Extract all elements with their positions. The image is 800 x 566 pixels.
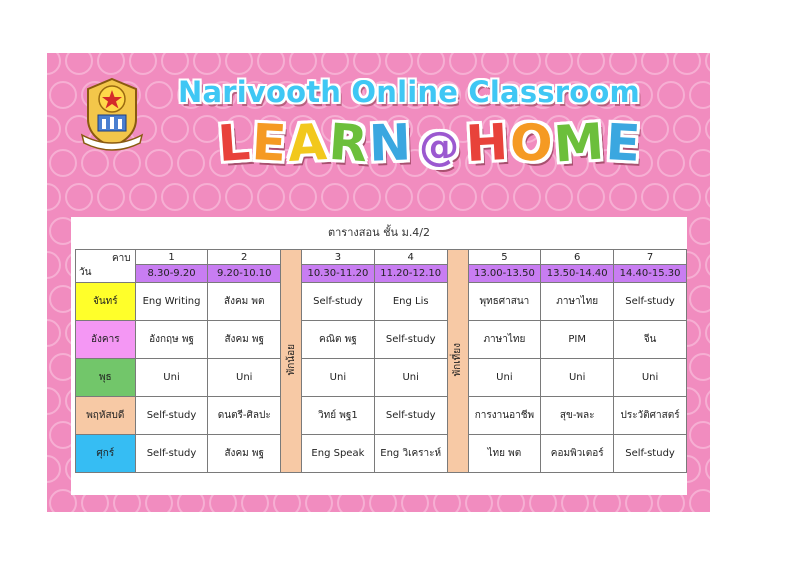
classroom-title: Narivooth Online Classroom [178,75,640,109]
class-cell: Self-study [614,435,687,473]
class-cell: Self-study [614,283,687,321]
period-time: 9.20-10.10 [208,265,281,283]
period-time: 13.00-13.50 [468,265,541,283]
background-circle [146,82,172,108]
background-circle [66,184,92,210]
background-circle [226,53,252,74]
background-circle [47,252,60,278]
background-circle [690,490,710,512]
table-row [76,397,687,435]
class-cell: คอมพิวเตอร์ [541,435,614,473]
background-circle [50,82,76,108]
background-circle [66,53,92,74]
background-circle [354,53,380,74]
lunch-break-column [447,250,468,473]
background-circle [546,53,572,74]
background-circle [47,116,60,142]
background-circle [658,82,684,108]
background-circle [674,53,700,74]
background-circle [578,184,604,210]
background-circle [690,354,710,380]
class-cell: สังคม พฐ [208,321,281,359]
table-row [76,435,687,473]
period-label: คาบ [111,253,131,264]
background-circle [47,184,60,210]
day-thursday: พฤหัสบดี [76,397,136,435]
background-circle [706,252,710,278]
period-number: 1 [135,250,208,265]
period-number: 6 [541,250,614,265]
short-break-column [281,250,302,473]
background-circle [578,53,604,74]
background-circle [706,456,710,482]
background-circle [418,53,444,74]
background-circle [98,53,124,74]
period-number: 3 [302,250,375,265]
period-number: 4 [374,250,447,265]
class-cell: Self-study [374,397,447,435]
background-circle [47,320,60,346]
background-circle [354,184,380,210]
school-crest-icon [78,75,146,153]
period-time: 8.30-9.20 [135,265,208,283]
background-circle [514,184,540,210]
class-cell: วิทย์ พฐ1 [302,397,375,435]
background-circle [130,184,156,210]
class-cell: สังคม พฐ [208,435,281,473]
day-label: วัน [79,267,92,278]
background-circle [610,53,636,74]
class-cell: คณิต พฐ [302,321,375,359]
background-circle [130,53,156,74]
background-circle [47,456,60,482]
class-cell: Self-study [135,397,208,435]
background-circle [450,53,476,74]
period-number: 7 [614,250,687,265]
background-circle [690,150,710,176]
background-circle [98,184,124,210]
class-cell: ภาษาไทย [541,283,614,321]
table-row [76,283,687,321]
background-circle [386,53,412,74]
background-circle [178,150,204,176]
day-monday: จันทร์ [76,283,136,321]
background-circle [674,116,700,142]
background-circle [290,184,316,210]
class-cell: Self-study [374,321,447,359]
class-cell: Eng Writing [135,283,208,321]
class-cell: Uni [135,359,208,397]
class-cell: Uni [374,359,447,397]
table-row [76,321,687,359]
class-cell: การงานอาชีพ [468,397,541,435]
schedule-panel [71,217,687,495]
background-circle [674,184,700,210]
day-tuesday: อังคาร [76,321,136,359]
background-circle [258,53,284,74]
background-circle [690,286,710,312]
table-row [76,359,687,397]
background-circle [482,184,508,210]
period-time: 13.50-14.40 [541,265,614,283]
schedule-table [75,249,687,473]
background-circle [162,116,188,142]
background-circle [690,82,710,108]
class-cell: สุข-พละ [541,397,614,435]
background-circle [146,150,172,176]
class-cell: ประวัติศาสตร์ [614,397,687,435]
background-circle [514,53,540,74]
background-circle [658,150,684,176]
background-circle [642,116,668,142]
background-circle [194,53,220,74]
background-circle [690,422,710,448]
background-circle [482,53,508,74]
class-cell: Uni [208,359,281,397]
period-number: 2 [208,250,281,265]
background-circle [450,184,476,210]
class-cell: Uni [541,359,614,397]
background-circle [322,53,348,74]
background-circle [258,184,284,210]
class-cell: Self-study [135,435,208,473]
class-cell: Uni [302,359,375,397]
background-circle [706,320,710,346]
schedule-title: ตารางสอน ชั้น ม.4/2 [327,226,431,239]
poster [47,53,710,512]
background-circle [642,53,668,74]
period-number: 5 [468,250,541,265]
lunch-break-label: พักเที่ยง [452,342,464,377]
background-circle [47,388,60,414]
period-time: 14.40-15.30 [614,265,687,283]
class-cell: ดนตรี-ศิลปะ [208,397,281,435]
background-circle [82,150,108,176]
background-circle [690,218,710,244]
background-circle [706,53,710,74]
class-cell: Uni [468,359,541,397]
learn-at-home-title: LEARN@HOME [216,112,643,174]
background-circle [642,184,668,210]
class-cell: Eng Lis [374,283,447,321]
class-cell: สังคม พต [208,283,281,321]
class-cell: ภาษาไทย [468,321,541,359]
background-circle [194,184,220,210]
day-friday: ศุกร์ [76,435,136,473]
background-circle [706,388,710,414]
background-circle [610,184,636,210]
background-circle [386,184,412,210]
day-wednesday: พุธ [76,359,136,397]
background-circle [162,184,188,210]
period-time: 10.30-11.20 [302,265,375,283]
background-circle [50,150,76,176]
class-cell: Eng Speak [302,435,375,473]
class-cell: Eng วิเคราะห์ [374,435,447,473]
short-break-label: พักน้อย [285,343,297,376]
period-time: 11.20-12.10 [374,265,447,283]
background-circle [47,53,60,74]
background-circle [706,116,710,142]
background-circle [546,184,572,210]
class-cell: ไทย พต [468,435,541,473]
background-circle [322,184,348,210]
background-circle [162,53,188,74]
class-cell: Self-study [302,283,375,321]
background-circle [290,53,316,74]
class-cell: อังกฤษ พฐ [135,321,208,359]
background-circle [706,184,710,210]
class-cell: พุทธศาสนา [468,283,541,321]
class-cell: จีน [614,321,687,359]
class-cell: PIM [541,321,614,359]
corner-cell [76,250,136,283]
background-circle [114,150,140,176]
background-circle [418,184,444,210]
class-cell: Uni [614,359,687,397]
background-circle [226,184,252,210]
